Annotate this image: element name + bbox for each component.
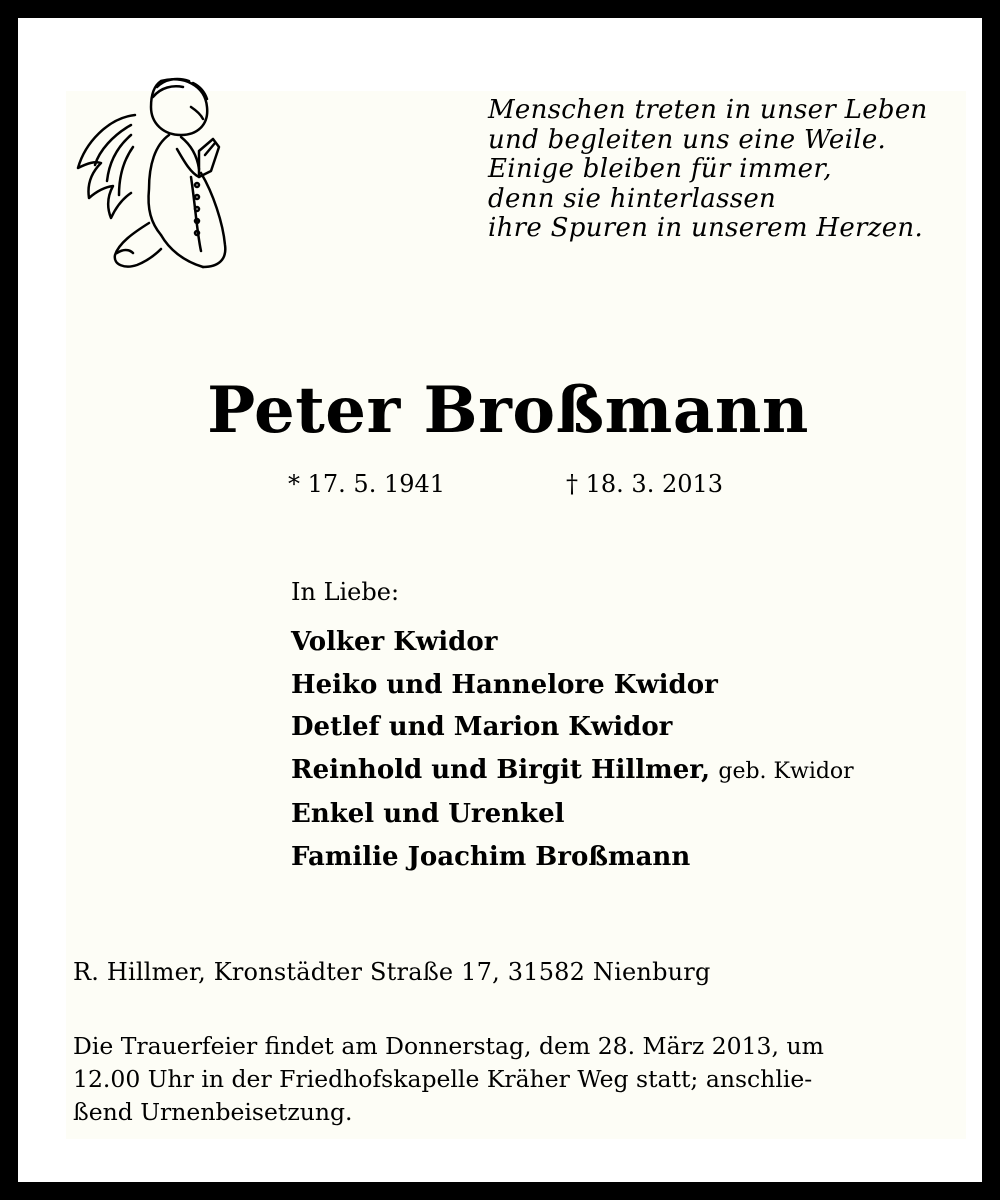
- praying-angel-icon: [73, 73, 233, 273]
- mourner-row: [291, 621, 854, 664]
- service-notice: [73, 1030, 973, 1129]
- mourner-name: Volker Kwidor: [291, 627, 498, 657]
- mourner-row: [291, 664, 854, 707]
- mourner-row: [291, 793, 854, 836]
- service-line: ßend Urnenbeisetzung.: [73, 1098, 353, 1126]
- birth-date: * 17. 5. 1941: [288, 470, 446, 498]
- service-line: Die Trauerfeier findet am Donnerstag, dem 28. März 2013, um: [73, 1032, 824, 1060]
- poem-line: und begleiten uns eine Weile.: [488, 124, 887, 155]
- mourner-name: Detlef und Marion Kwidor: [291, 712, 673, 742]
- mourner-name: Familie Joachim Broßmann: [291, 841, 691, 872]
- mourner-name: Heiko und Hannelore Kwidor: [291, 669, 718, 700]
- poem-line: denn sie hinterlassen: [488, 183, 777, 214]
- mourner-row: [291, 836, 854, 879]
- deceased-name: Peter Broßmann: [207, 373, 809, 448]
- death-date: † 18. 3. 2013: [566, 470, 724, 498]
- mourners-list: [291, 621, 854, 878]
- mourner-row: [291, 749, 854, 794]
- contact-address: R. Hillmer, Kronstädter Straße 17, 31582 Nienburg: [73, 958, 711, 986]
- mourner-name: Reinhold und Birgit Hillmer,: [291, 754, 711, 785]
- mourners-label: In Liebe:: [291, 578, 400, 606]
- poem: [488, 96, 988, 244]
- poem-line: Einige bleiben für immer,: [488, 154, 832, 184]
- poem-line: ihre Spuren in unserem Herzen.: [488, 213, 924, 243]
- service-line: 12.00 Uhr in der Friedhofskapelle Kräher Weg statt; anschlie-: [73, 1065, 813, 1093]
- mourner-row: [291, 706, 854, 749]
- mourner-suffix: geb. Kwidor: [718, 758, 854, 784]
- poem-line: Menschen treten in unser Leben: [488, 95, 928, 125]
- mourner-name: Enkel und Urenkel: [291, 799, 565, 829]
